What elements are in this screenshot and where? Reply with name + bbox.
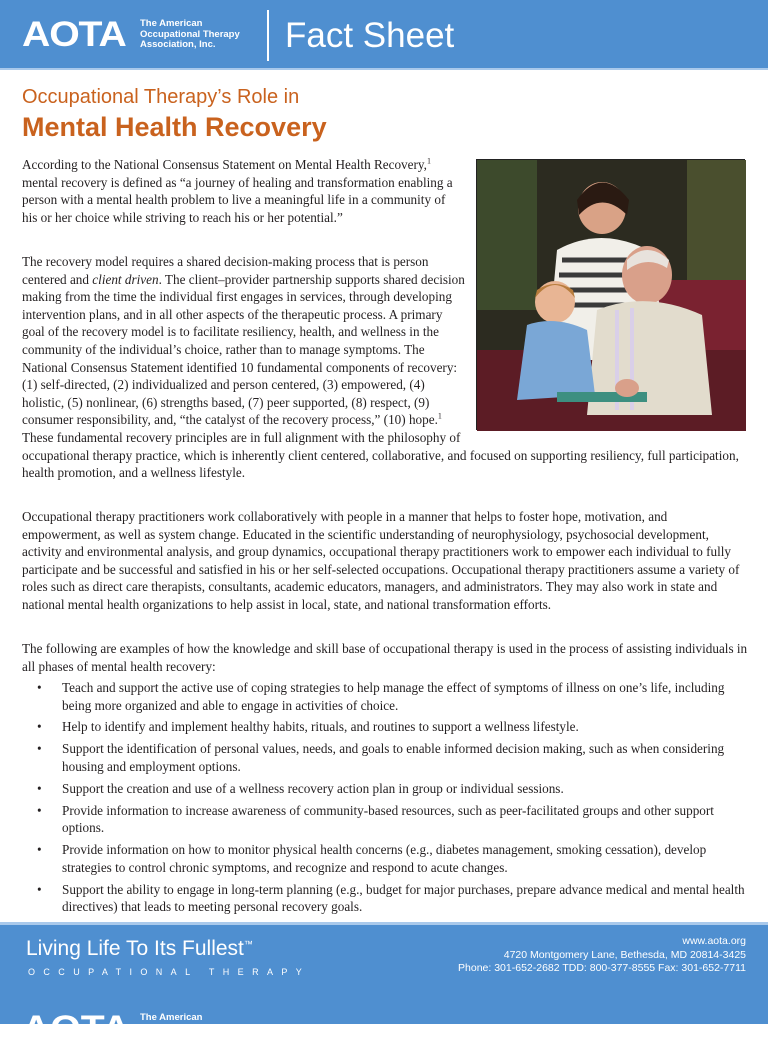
trademark-mark: ™ [243, 939, 253, 949]
list-item [22, 802, 748, 837]
bullet-icon: • [37, 881, 42, 897]
text-run: mental recovery is defined as “a journey of healing and transformation enabling a person with a mental health problem to live a meaningful life in a community of his or her choice while striving to reach his or her potential.” [22, 174, 453, 225]
bullet-icon: • [37, 680, 42, 695]
family-photo [476, 159, 745, 430]
examples-intro-paragraph: The following are examples of how the knowledge and skill base of occupational therapy is used in the process of assisting individuals in all phases of mental health recovery: [22, 641, 748, 674]
footnote-ref: 1 [437, 411, 442, 421]
sub-tagline: OCCUPATIONAL THERAPY [28, 967, 311, 977]
bullet-icon: • [37, 780, 42, 796]
list-item-text: Support the identification of personal values, needs, and goals to enable informed decision making, such as when considering housing and employment options. [62, 741, 725, 774]
bullet-icon: • [37, 741, 42, 757]
org-name-line: The American [140, 18, 203, 29]
aota-logo: AOTA [22, 1009, 131, 1048]
text-run: . The client–provider partnership supports shared decision making from the time the individual first engages in services, through developing intervention plans, and in all other aspects of the therapeutic process. A primary goal of the recovery model is to facilitate resiliency, health, and wellness in the community of the individual’s choice, rather than to manage symptoms. The National Consensus Statement identified 10 fundamental components of recovery: (1) self-directed, (2) individualized and person centered, (3) empowered, (4) holistic, (5) nonlinear, (6) strengths based, (7) peer supported, (8) respect, (9) consumer responsibility, and, “the catalyst of the recovery process,” (10) hope. [22, 271, 465, 428]
tagline-text: Living Life To Its Fullest [26, 937, 244, 960]
list-item [22, 841, 748, 876]
list-item [22, 780, 748, 798]
contact-info [458, 935, 746, 976]
list-item-text: Teach and support the active use of coping strategies to help manage the effect of symptoms of illness on one’s life, including being more organized and able to engage in activities of choice. [62, 680, 725, 713]
emphasis-text: client driven [92, 271, 159, 287]
phone-numbers: Phone: 301-652-2682 TDD: 800-377-8555 Fax: 301-652-7711 [458, 962, 746, 974]
page-kicker: Occupational Therapy’s Role in [22, 86, 300, 108]
tagline [26, 936, 253, 962]
text-run: The recovery model requires a shared decision-making process that is person centered and [22, 254, 429, 287]
list-item [22, 679, 748, 714]
org-name-line: Occupational Therapy [140, 28, 240, 40]
list-item [22, 718, 748, 736]
aota-logo: AOTA [22, 15, 126, 54]
address-text: 4720 Montgomery Lane, Bethesda, MD 20814-3425 [503, 948, 746, 961]
footer-bar [0, 925, 768, 1048]
org-name-line: The American [140, 1012, 203, 1023]
org-name-line: Association, Inc. [140, 39, 216, 50]
footnote-ref: 1 [426, 156, 431, 166]
text-run: These fundamental recovery principles are in full alignment with the philosophy of occupational therapy practice, which is inherently client centered, collaborative, and focused on supporting resiliency, full participation, health promotion, and a wellness lifestyle. [22, 429, 739, 481]
list-item-text: Help to identify and implement healthy habits, rituals, and routines to support a wellness lifestyle. [62, 719, 579, 735]
bullet-icon: • [37, 842, 42, 858]
bullet-icon: • [37, 719, 42, 735]
list-item-text: Support the creation and use of a wellness recovery action plan in group or individual sessions. [62, 780, 564, 796]
website-link[interactable]: www.aota.org [682, 935, 746, 947]
list-item-text: Provide information on how to monitor physical health concerns (e.g., diabetes management, smoking cessation), develop strategies to control chronic symptoms, and recognize and respond to acute changes. [62, 842, 707, 875]
header-rule [0, 68, 768, 70]
bullet-icon: • [37, 802, 42, 818]
text-run: According to the National Consensus Statement on Mental Health Recovery, [22, 157, 427, 172]
header-bar [0, 0, 768, 68]
header-divider [267, 10, 269, 61]
examples-list [22, 679, 748, 920]
photo-grandfather-child-mother-icon [477, 160, 746, 431]
practitioners-paragraph: Occupational therapy practitioners work collaboratively with people in a manner that helps to foster hope, motivation, and empowerment, as well as system change. Educated in the scientific understanding of neurophysiology, psychosocial development, activity and environmental analysis, and group dynamics, occupational therapy practitioners work to empower each individual to fully participate and be successful and satisfied in his or her self-selected occupations. Occupational therapy practitioners assume a variety of roles such as direct care therapists, consultants, academic educators, managers, and administrators. They may also work in state and national mental health organizations to help assist in local, state, and national transformation efforts. [22, 509, 740, 612]
intro-paragraph [22, 156, 462, 226]
list-item [22, 740, 748, 775]
list-item [22, 881, 748, 916]
org-name [140, 19, 260, 51]
list-item-text: Provide information to increase awareness of community-based resources, such as peer-facilitated groups and other support options. [62, 802, 714, 836]
list-item-text: Support the ability to engage in long-term planning (e.g., budget for major purchases, prepare advance medical and mental health directives) that leads to meeting personal recovery goals. [62, 881, 745, 915]
doc-type-label: Fact Sheet [285, 16, 455, 55]
page-title: Mental Health Recovery [22, 112, 327, 142]
